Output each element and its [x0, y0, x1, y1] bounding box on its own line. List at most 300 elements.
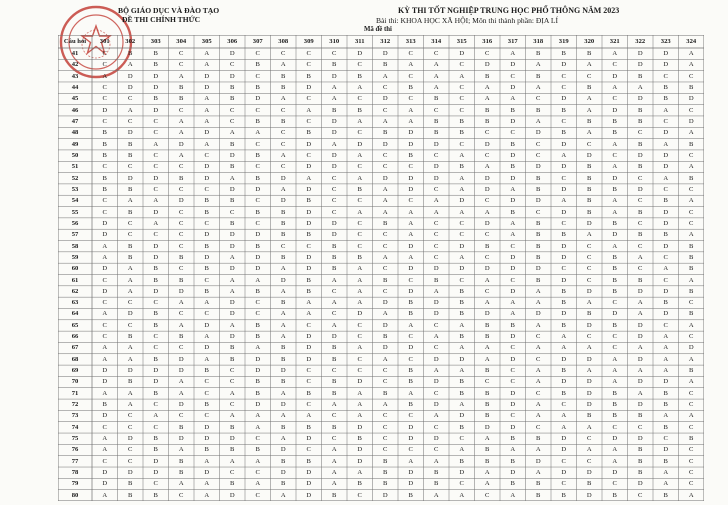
answer-cell: C	[281, 129, 286, 137]
answer-cell: A	[637, 253, 643, 261]
answer-cell: A	[688, 412, 694, 420]
answer-cell: D	[561, 140, 567, 148]
answer-cell: C	[510, 367, 515, 375]
answer-cell: B	[383, 457, 388, 465]
answer-cell: B	[255, 378, 260, 386]
answer-cell: B	[306, 287, 311, 295]
answer-cell: B	[689, 253, 694, 261]
answer-cell: A	[459, 446, 465, 454]
answer-cell: D	[561, 185, 567, 193]
answer-cell: D	[102, 367, 108, 375]
question-number: 47	[71, 117, 79, 125]
answer-cell: A	[127, 355, 133, 363]
answer-cell: B	[408, 310, 413, 318]
answer-cell: A	[561, 333, 567, 341]
answer-cell: B	[255, 117, 260, 125]
answer-cell: D	[229, 151, 235, 159]
answer-cell: A	[357, 287, 363, 295]
answer-cell: B	[587, 50, 592, 57]
answer-cell: B	[204, 401, 209, 409]
answer-cell: B	[255, 242, 260, 250]
question-number: 45	[71, 95, 79, 103]
answer-cell: C	[587, 253, 592, 261]
answer-cell: D	[204, 83, 210, 91]
answer-cell: D	[663, 208, 669, 216]
answer-cell: B	[153, 389, 158, 397]
answer-cell: B	[561, 299, 566, 307]
answer-cell: B	[536, 276, 541, 284]
answer-cell: C	[179, 219, 184, 227]
answer-cell: C	[689, 389, 694, 397]
answer-cell: D	[459, 355, 465, 363]
answer-cell: C	[179, 310, 184, 318]
answer-cell: A	[484, 435, 490, 443]
answer-cell: B	[255, 333, 260, 341]
answer-cell: D	[153, 208, 159, 216]
answer-cell: A	[229, 457, 235, 465]
answer-cell: C	[204, 412, 209, 420]
answer-cell: B	[383, 469, 388, 477]
answer-cell: C	[536, 333, 541, 341]
answer-cell: D	[204, 129, 210, 137]
answer-cell: D	[612, 435, 618, 443]
answer-cell: B	[357, 106, 362, 114]
answer-cell: D	[357, 378, 363, 386]
question-number: 56	[71, 219, 79, 227]
answer-cell: B	[128, 480, 133, 488]
answer-cell: B	[255, 61, 260, 69]
answer-cell: B	[153, 276, 158, 284]
answer-cell: B	[153, 435, 158, 443]
answer-cell: A	[612, 457, 618, 465]
answer-cell: B	[281, 423, 286, 431]
answer-cell: C	[536, 389, 541, 397]
answer-cell: B	[561, 50, 566, 57]
answer-cell: B	[179, 469, 184, 477]
answer-cell: D	[663, 151, 669, 159]
answer-cell: C	[153, 423, 158, 431]
answer-cell: B	[179, 276, 184, 284]
answer-cell: A	[204, 299, 210, 307]
answer-cell: D	[127, 367, 133, 375]
answer-cell: B	[485, 333, 490, 341]
answer-cell: B	[638, 231, 643, 239]
answer-cell: B	[434, 480, 439, 488]
answer-cell: A	[382, 310, 388, 318]
answer-cell: C	[128, 446, 133, 454]
answer-cell: D	[586, 355, 592, 363]
answer-cell: C	[612, 344, 617, 352]
answer-cell: B	[485, 446, 490, 454]
answer-cell: C	[408, 163, 413, 171]
answer-cell: B	[383, 61, 388, 69]
answer-cell: B	[281, 299, 286, 307]
answer-cell: C	[485, 378, 490, 386]
answer-cell: D	[408, 435, 414, 443]
answer-cell: B	[306, 423, 311, 431]
answer-cell: A	[331, 140, 337, 148]
answer-cell: A	[586, 129, 592, 137]
answer-cell: A	[535, 344, 541, 352]
answer-cell: B	[357, 480, 362, 488]
answer-cell: A	[408, 61, 414, 69]
answer-cell: A	[459, 174, 465, 182]
answer-cell: D	[510, 389, 516, 397]
answer-cell: C	[434, 185, 439, 193]
answer-cell: D	[331, 231, 337, 239]
answer-cell: C	[255, 106, 260, 114]
answer-cell: D	[484, 185, 490, 193]
answer-cell: D	[306, 140, 312, 148]
answer-cell: A	[204, 95, 210, 103]
answer-cell: D	[586, 287, 592, 295]
answer-cell: C	[357, 321, 362, 329]
answer-cell: D	[280, 276, 286, 284]
answer-cell: C	[179, 163, 184, 171]
answer-cell: A	[280, 287, 286, 295]
answer-cell: C	[689, 469, 694, 477]
answer-cell: A	[229, 287, 235, 295]
answer-cell: B	[128, 50, 133, 57]
answer-cell: A	[357, 401, 363, 409]
answer-cell: A	[612, 378, 618, 386]
answer-cell: B	[612, 321, 617, 329]
answer-cell: A	[127, 197, 133, 205]
answer-cell: D	[663, 378, 669, 386]
answer-cell: C	[204, 151, 209, 159]
answer-cell: D	[382, 50, 388, 57]
answer-cell: C	[459, 95, 464, 103]
answer-cell: C	[638, 491, 643, 499]
answer-cell: D	[663, 219, 669, 227]
answer-cell: B	[663, 401, 668, 409]
answer-cell: D	[663, 50, 669, 57]
answer-cell: B	[587, 163, 592, 171]
answer-cell: B	[281, 457, 286, 465]
answer-cell: C	[255, 72, 260, 80]
answer-cell: A	[280, 61, 286, 69]
answer-cell: C	[357, 491, 362, 499]
answer-cell: C	[383, 378, 388, 386]
answer-cell: D	[637, 333, 643, 341]
answer-cell: A	[663, 480, 669, 488]
answer-cell: A	[306, 412, 312, 420]
answer-cell: D	[102, 265, 108, 273]
answer-cell: B	[663, 231, 668, 239]
answer-cell: B	[663, 95, 668, 103]
answer-cell: D	[433, 174, 439, 182]
answer-cell: A	[484, 208, 490, 216]
question-number: 74	[71, 423, 79, 431]
exam-code-header: 322	[635, 38, 646, 45]
answer-cell: A	[484, 95, 490, 103]
answer-cell: C	[179, 265, 184, 273]
answer-cell: C	[689, 333, 694, 341]
question-number: 70	[71, 378, 79, 386]
answer-cell: B	[587, 174, 592, 182]
answer-cell: A	[331, 83, 337, 91]
answer-cell: B	[408, 367, 413, 375]
answer-cell: D	[484, 265, 490, 273]
question-number: 69	[71, 367, 79, 375]
answer-cell: D	[306, 469, 312, 477]
answer-cell: D	[102, 469, 108, 477]
answer-cell: B	[306, 231, 311, 239]
answer-cell: A	[127, 344, 133, 352]
answer-cell: D	[153, 174, 159, 182]
answer-cell: C	[255, 197, 260, 205]
answer-cell: A	[153, 197, 159, 205]
answer-cell: A	[433, 197, 439, 205]
answer-cell: B	[663, 423, 668, 431]
answer-cell: D	[153, 457, 159, 465]
answer-cell: D	[433, 310, 439, 318]
answer-cell: B	[408, 299, 413, 307]
answer-cell: D	[382, 344, 388, 352]
exam-code-header: 316	[482, 38, 493, 45]
answer-cell: C	[306, 401, 311, 409]
answer-cell: C	[689, 480, 694, 488]
answer-cell: D	[357, 310, 363, 318]
answer-cell: C	[663, 72, 668, 80]
corner-label: Câu hỏi	[63, 38, 87, 45]
answer-cell: A	[153, 140, 159, 148]
answer-cell: A	[688, 163, 694, 171]
question-number: 67	[71, 344, 79, 352]
answer-cell: D	[561, 163, 567, 171]
answer-cell: B	[153, 321, 158, 329]
answer-cell: A	[331, 299, 337, 307]
answer-cell: B	[332, 61, 337, 69]
exam-code-label: Mã đề thi	[364, 26, 392, 33]
answer-cell: B	[612, 491, 617, 499]
answer-cell: A	[688, 231, 694, 239]
answer-cell: A	[459, 401, 465, 409]
answer-cell: A	[280, 95, 286, 103]
question-number: 43	[71, 72, 79, 80]
answer-cell: A	[663, 174, 669, 182]
answer-cell: B	[612, 253, 617, 261]
answer-cell: A	[612, 83, 618, 91]
answer-cell: B	[459, 333, 464, 341]
answer-cell: C	[408, 50, 413, 57]
answer-cell: C	[357, 61, 362, 69]
answer-cell: A	[688, 491, 694, 499]
answer-cell: D	[102, 480, 108, 488]
answer-cell: D	[178, 287, 184, 295]
answer-cell: A	[229, 389, 235, 397]
answer-cell: A	[204, 491, 210, 499]
answer-cell: B	[638, 72, 643, 80]
answer-cell: A	[510, 491, 516, 499]
answer-cell: B	[153, 265, 158, 273]
answer-cell: B	[689, 265, 694, 273]
answer-cell: B	[587, 185, 592, 193]
answer-cell: A	[586, 344, 592, 352]
answer-cell: D	[510, 333, 516, 341]
answer-cell: D	[408, 174, 414, 182]
question-number: 50	[71, 151, 79, 159]
answer-cell: D	[510, 355, 516, 363]
answer-cell: D	[586, 389, 592, 397]
answer-cell: B	[255, 208, 260, 216]
answer-cell: A	[433, 83, 439, 91]
answer-cell: C	[357, 367, 362, 375]
answer-cell: B	[281, 480, 286, 488]
answer-cell: B	[536, 480, 541, 488]
answer-cell: C	[332, 310, 337, 318]
answer-cell: A	[280, 389, 286, 397]
answer-cell: A	[612, 367, 618, 375]
answer-cell: B	[332, 265, 337, 273]
answer-cell: D	[153, 378, 159, 386]
answer-cell: D	[204, 174, 210, 182]
answer-cell: C	[434, 231, 439, 239]
answer-cell: A	[484, 276, 490, 284]
answer-cell: D	[637, 355, 643, 363]
answer-cell: B	[255, 151, 260, 159]
answer-cell: C	[153, 117, 158, 125]
answer-cell: B	[638, 457, 643, 465]
answer-cell: A	[102, 446, 108, 454]
answer-cell: D	[535, 265, 541, 273]
answer-cell: D	[612, 106, 618, 114]
answer-cell: C	[459, 435, 464, 443]
answer-cell: B	[612, 265, 617, 273]
answer-cell: D	[510, 423, 516, 431]
answer-cell: C	[179, 231, 184, 239]
official-exam-label: ĐỀ THI CHÍNH THỨC	[122, 15, 201, 24]
answer-cell: C	[179, 61, 184, 69]
answer-cell: D	[561, 378, 567, 386]
answer-cell: C	[663, 253, 668, 261]
answer-cell: A	[535, 412, 541, 420]
answer-cell: D	[433, 435, 439, 443]
answer-cell: C	[357, 95, 362, 103]
exam-title: KỲ THI TỐT NGHIỆP TRUNG HỌC PHỔ THÔNG NĂM 2023	[398, 6, 620, 15]
answer-cell: A	[433, 208, 439, 216]
answer-cell: D	[306, 491, 312, 499]
answer-cell: B	[689, 367, 694, 375]
answer-cell: C	[383, 83, 388, 91]
answer-cell: C	[383, 106, 388, 114]
answer-cell: A	[331, 321, 337, 329]
answer-cell: B	[485, 389, 490, 397]
answer-cell: C	[536, 208, 541, 216]
answer-cell: A	[663, 469, 669, 477]
answer-cell: D	[153, 242, 159, 250]
answer-cell: A	[204, 355, 210, 363]
answer-cell: B	[153, 50, 158, 57]
answer-cell: A	[688, 129, 694, 137]
answer-cell: C	[561, 219, 566, 227]
answer-cell: B	[332, 106, 337, 114]
answer-cell: A	[561, 423, 567, 431]
answer-cell: D	[561, 276, 567, 284]
answer-cell: D	[357, 140, 363, 148]
answer-cell: A	[433, 412, 439, 420]
answer-cell: B	[434, 117, 439, 125]
answer-cell: A	[535, 83, 541, 91]
answer-cell: B	[663, 83, 668, 91]
answer-cell: B	[561, 231, 566, 239]
answer-cell: C	[638, 242, 643, 250]
question-number: 60	[71, 265, 79, 273]
answer-cell: B	[536, 253, 541, 261]
answer-cell: D	[408, 129, 414, 137]
answer-cell: D	[586, 378, 592, 386]
answer-cell: C	[153, 185, 158, 193]
answer-cell: D	[255, 231, 261, 239]
answer-cell: A	[433, 367, 439, 375]
answer-cell: C	[281, 242, 286, 250]
answer-cell: D	[510, 117, 516, 125]
answer-cell: D	[153, 253, 159, 261]
answer-cell: D	[102, 287, 108, 295]
answer-cell: A	[535, 321, 541, 329]
answer-cell: A	[357, 208, 363, 216]
answer-cell: B	[332, 344, 337, 352]
answer-cell: B	[459, 287, 464, 295]
answer-cell: A	[127, 265, 133, 273]
answer-cell: C	[306, 95, 311, 103]
answer-cell: D	[229, 72, 235, 80]
answer-cell: B	[332, 389, 337, 397]
answer-cell: B	[536, 231, 541, 239]
answer-cell: B	[332, 355, 337, 363]
answer-cell: A	[459, 151, 465, 159]
answer-cell: C	[612, 423, 617, 431]
answer-cell: C	[255, 219, 260, 227]
answer-cell: B	[357, 72, 362, 80]
answer-cell: C	[561, 457, 566, 465]
answer-cell: B	[204, 287, 209, 295]
answer-cell: D	[153, 469, 159, 477]
answer-cell: B	[204, 367, 209, 375]
answer-cell: C	[638, 197, 643, 205]
answer-cell: B	[485, 72, 490, 80]
answer-cell: C	[459, 219, 464, 227]
answer-cell: D	[331, 333, 337, 341]
answer-cell: C	[408, 355, 413, 363]
answer-cell: D	[102, 412, 108, 420]
answer-cell: D	[510, 151, 516, 159]
answer-cell: C	[561, 72, 566, 80]
question-number: 41	[71, 50, 79, 57]
answer-cell: D	[229, 299, 235, 307]
answer-cell: A	[484, 469, 490, 477]
answer-cell: B	[383, 219, 388, 227]
answer-cell: D	[102, 231, 108, 239]
answer-cell: D	[637, 61, 643, 69]
answer-cell: D	[459, 242, 465, 250]
answer-cell: B	[587, 197, 592, 205]
answer-cell: D	[127, 310, 133, 318]
answer-cell: C	[408, 197, 413, 205]
answer-cell: B	[434, 276, 439, 284]
answer-cell: C	[128, 299, 133, 307]
answer-cell: C	[179, 185, 184, 193]
answer-cell: B	[459, 389, 464, 397]
answer-cell: A	[102, 355, 108, 363]
answer-cell: B	[408, 401, 413, 409]
answer-cell: D	[561, 253, 567, 261]
answer-cell: D	[408, 423, 414, 431]
answer-cell: C	[102, 117, 107, 125]
answer-cell: D	[229, 50, 235, 57]
answer-cell: D	[433, 401, 439, 409]
answer-cell: B	[510, 435, 515, 443]
